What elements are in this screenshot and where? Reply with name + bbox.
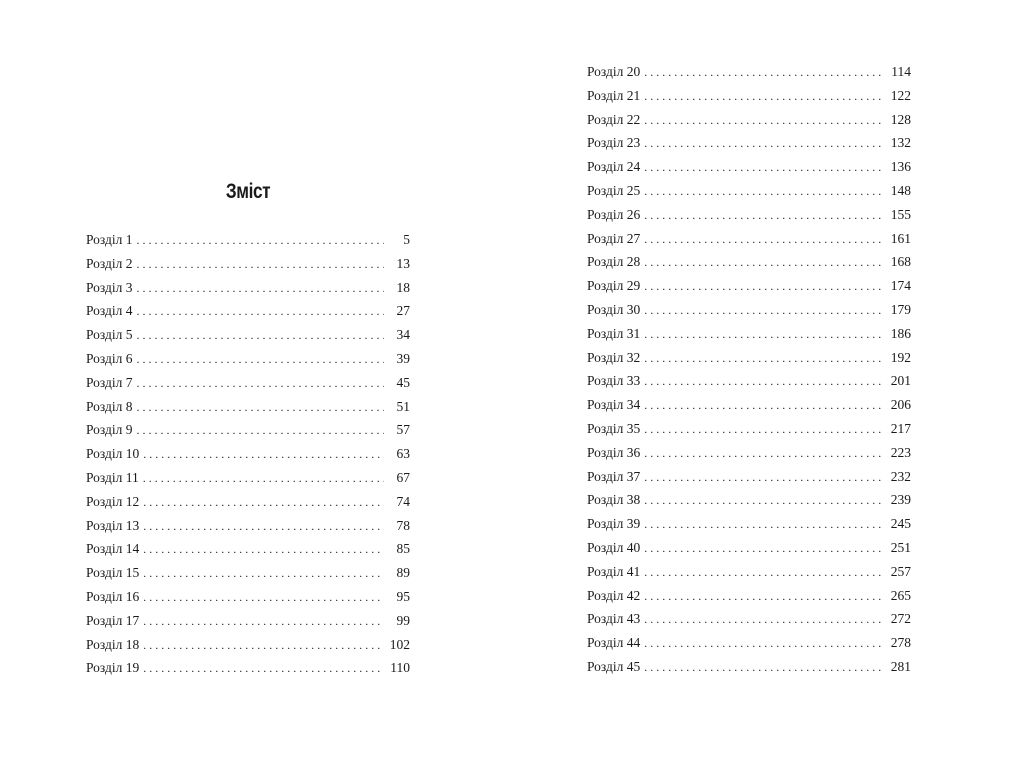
page-number: 148 [890, 182, 911, 198]
chapter-label: Розділ 5 [86, 327, 133, 343]
page-number: 5 [403, 232, 410, 247]
chapter-label: Розділ 4 [86, 303, 133, 319]
toc-entry [587, 112, 911, 136]
toc-entry [86, 660, 410, 684]
chapter-label: Розділ 1 [86, 232, 133, 247]
page-number: 13 [396, 255, 410, 271]
toc-entry [86, 470, 410, 494]
page-number: 99 [396, 612, 410, 628]
page-number: 110 [390, 660, 410, 676]
dot-leader [640, 255, 885, 270]
dot-leader [640, 327, 885, 342]
chapter-label: Розділ 33 [587, 373, 641, 389]
toc-entry [587, 88, 911, 112]
chapter-label: Розділ 13 [86, 517, 140, 533]
toc-list-right [587, 64, 911, 683]
toc-entry [587, 588, 911, 612]
dot-leader [139, 471, 384, 486]
toc-entry [587, 635, 911, 659]
dot-leader [640, 160, 885, 175]
page-number: 245 [890, 516, 911, 532]
toc-entry [587, 492, 911, 516]
toc-entry [587, 183, 911, 207]
page-number: 57 [396, 422, 410, 438]
toc-entry [587, 326, 911, 350]
chapter-label: Розділ 44 [587, 635, 641, 651]
toc-entry [587, 64, 911, 88]
toc-entry [587, 469, 911, 493]
toc-entry [86, 565, 410, 589]
dot-leader [139, 566, 384, 581]
chapter-label: Розділ 45 [587, 658, 641, 674]
page-number: 192 [890, 349, 911, 365]
page-number: 78 [396, 517, 410, 533]
page-number: 136 [890, 159, 911, 175]
page-number: 251 [890, 539, 911, 555]
dot-leader [139, 447, 384, 462]
dot-leader [139, 638, 384, 653]
toc-entry [587, 421, 911, 445]
page-number: 63 [396, 446, 410, 462]
dot-leader [640, 541, 885, 556]
dot-leader [640, 565, 885, 580]
page-number: 278 [890, 635, 911, 651]
toc-entry [587, 564, 911, 588]
page-number: 102 [389, 636, 410, 652]
dot-leader [139, 614, 384, 629]
dot-leader [139, 661, 384, 676]
dot-leader [640, 113, 885, 128]
chapter-label: Розділ 15 [86, 565, 140, 581]
chapter-label: Розділ 18 [86, 636, 140, 652]
toc-entry [587, 540, 911, 564]
dot-leader [640, 493, 885, 508]
chapter-label: Розділ 2 [86, 255, 133, 271]
toc-entry [587, 231, 911, 255]
toc-entry [86, 399, 410, 423]
chapter-label: Розділ 23 [587, 135, 641, 151]
page-number: 217 [890, 420, 911, 436]
chapter-label: Розділ 17 [86, 612, 140, 628]
chapter-label: Розділ 3 [86, 279, 133, 295]
dot-leader [139, 519, 384, 534]
dot-leader [640, 208, 885, 223]
chapter-label: Розділ 6 [86, 350, 133, 366]
chapter-label: Розділ 7 [86, 374, 133, 390]
page-number: 51 [396, 398, 410, 414]
page-number: 206 [890, 397, 911, 413]
page-number: 89 [396, 565, 410, 581]
chapter-label: Розділ 41 [587, 563, 641, 579]
toc-entry [587, 373, 911, 397]
toc-entry [587, 445, 911, 469]
chapter-label: Розділ 11 [86, 469, 139, 485]
toc-entry [86, 637, 410, 661]
dot-leader [640, 589, 885, 604]
page-number: 18 [396, 279, 410, 295]
dot-leader [133, 328, 385, 343]
dot-leader [133, 257, 385, 272]
chapter-label: Розділ 21 [587, 87, 641, 103]
page-number: 168 [890, 254, 911, 270]
page-number: 34 [396, 327, 410, 343]
right-page [512, 0, 1024, 767]
dot-leader [640, 374, 885, 389]
toc-entry [587, 302, 911, 326]
chapter-label: Розділ 25 [587, 182, 641, 198]
chapter-label: Розділ 16 [86, 588, 140, 604]
dot-leader [640, 422, 885, 437]
toc-entry [86, 422, 410, 446]
page-number: 201 [890, 373, 911, 389]
dot-leader [133, 304, 385, 319]
chapter-label: Розділ 12 [86, 493, 140, 509]
toc-entry [86, 303, 410, 327]
dot-leader [133, 352, 385, 367]
chapter-label: Розділ 22 [587, 111, 641, 127]
chapter-label: Розділ 9 [86, 422, 133, 438]
page-number: 232 [890, 468, 911, 484]
toc-entry [587, 611, 911, 635]
toc-entry [587, 135, 911, 159]
toc-entry [86, 541, 410, 565]
dot-leader [640, 232, 885, 247]
toc-entry [86, 256, 410, 280]
toc-entry [86, 589, 410, 613]
page-number: 281 [890, 658, 911, 674]
toc-entry [86, 446, 410, 470]
chapter-label: Розділ 27 [587, 230, 641, 246]
page-number: 223 [890, 444, 911, 460]
dot-leader [139, 590, 384, 605]
toc-entry [86, 351, 410, 375]
page-number: 155 [890, 206, 911, 222]
chapter-label: Розділ 10 [86, 446, 140, 462]
dot-leader [640, 65, 885, 80]
toc-entry [587, 278, 911, 302]
dot-leader [133, 281, 385, 296]
dot-leader [640, 470, 885, 485]
chapter-label: Розділ 36 [587, 444, 641, 460]
page-number: 161 [890, 230, 911, 246]
page-number: 85 [396, 541, 410, 557]
page-number: 257 [890, 563, 911, 579]
toc-entry [587, 159, 911, 183]
toc-title: Зміст [225, 180, 271, 203]
chapter-label: Розділ 40 [587, 539, 641, 555]
page-number: 45 [396, 374, 410, 390]
chapter-label: Розділ 14 [86, 541, 140, 557]
chapter-label: Розділ 32 [587, 349, 641, 365]
chapter-label: Розділ 29 [587, 278, 641, 294]
toc-entry [587, 516, 911, 540]
dot-leader [139, 495, 384, 510]
toc-list-left [86, 232, 410, 684]
page-number: 132 [890, 135, 911, 151]
dot-leader [133, 376, 385, 391]
toc-entry [86, 375, 410, 399]
page-number: 95 [396, 588, 410, 604]
dot-leader [640, 660, 885, 675]
toc-entry [587, 350, 911, 374]
chapter-label: Розділ 28 [587, 254, 641, 270]
toc-entry [587, 207, 911, 231]
toc-entry [86, 494, 410, 518]
dot-leader [640, 612, 885, 627]
chapter-label: Розділ 42 [587, 587, 641, 603]
toc-entry [86, 280, 410, 304]
dot-leader [133, 423, 385, 438]
dot-leader [640, 89, 885, 104]
page-number: 239 [890, 492, 911, 508]
dot-leader [640, 303, 885, 318]
toc-entry [86, 518, 410, 542]
toc-entry [587, 659, 911, 683]
chapter-label: Розділ 19 [86, 660, 140, 676]
dot-leader [640, 351, 885, 366]
dot-leader [133, 400, 385, 415]
dot-leader [640, 517, 885, 532]
chapter-label: Розділ 39 [587, 516, 641, 532]
dot-leader [133, 233, 385, 248]
page-number: 114 [891, 64, 911, 79]
page-number: 39 [396, 350, 410, 366]
dot-leader [640, 446, 885, 461]
chapter-label: Розділ 26 [587, 206, 641, 222]
dot-leader [139, 542, 384, 557]
dot-leader [640, 279, 885, 294]
page-number: 27 [396, 303, 410, 319]
dot-leader [640, 136, 885, 151]
chapter-label: Розділ 34 [587, 397, 641, 413]
page-number: 272 [890, 611, 911, 627]
chapter-label: Розділ 20 [587, 64, 641, 79]
chapter-label: Розділ 8 [86, 398, 133, 414]
toc-entry [587, 397, 911, 421]
page-number: 67 [396, 469, 410, 485]
chapter-label: Розділ 37 [587, 468, 641, 484]
page-number: 74 [396, 493, 410, 509]
page-number: 128 [890, 111, 911, 127]
chapter-label: Розділ 30 [587, 301, 641, 317]
page-number: 186 [890, 325, 911, 341]
page-number: 265 [890, 587, 911, 603]
page-number: 179 [890, 301, 911, 317]
toc-entry [86, 327, 410, 351]
chapter-label: Розділ 24 [587, 159, 641, 175]
chapter-label: Розділ 38 [587, 492, 641, 508]
dot-leader [640, 184, 885, 199]
dot-leader [640, 636, 885, 651]
toc-entry [587, 254, 911, 278]
chapter-label: Розділ 43 [587, 611, 641, 627]
chapter-label: Розділ 35 [587, 420, 641, 436]
page-number: 174 [890, 278, 911, 294]
dot-leader [640, 398, 885, 413]
page-number: 122 [890, 87, 911, 103]
toc-entry [86, 232, 410, 256]
chapter-label: Розділ 31 [587, 325, 641, 341]
toc-entry [86, 613, 410, 637]
